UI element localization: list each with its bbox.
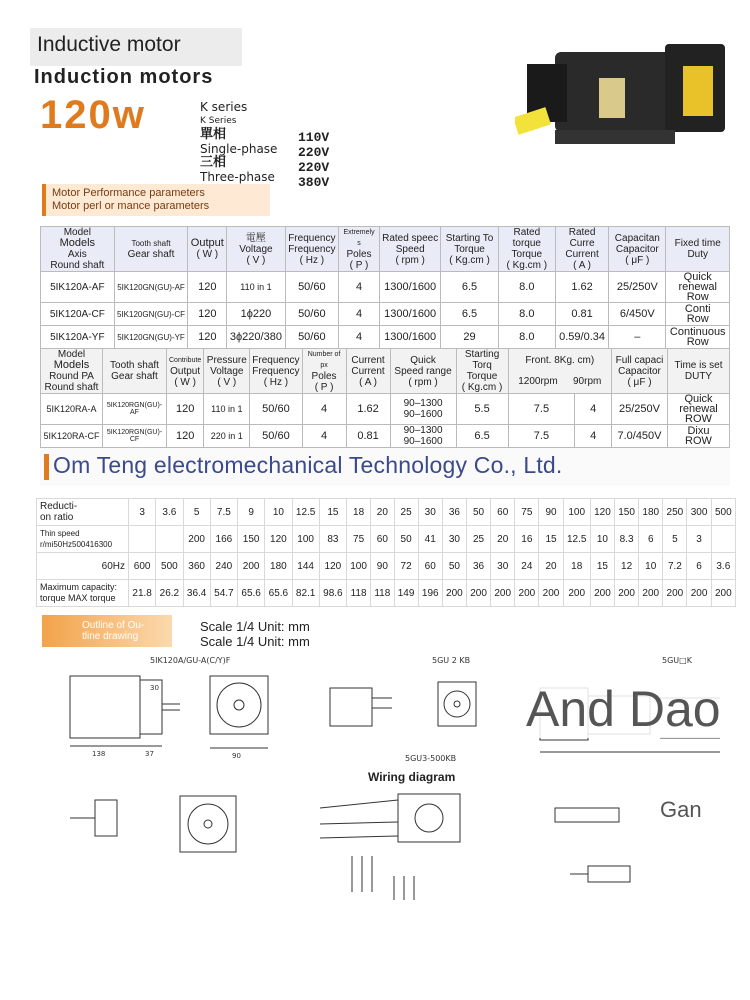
ratio-cell: 98.6 (319, 580, 346, 607)
ratio-cell: 200 (687, 580, 711, 607)
ratio-cell: 360 (183, 553, 210, 580)
ratio-cell: 200 (639, 580, 663, 607)
ratio-cell: 75 (515, 499, 539, 526)
ratio-row: Reducti- on ratio 3 3.6 5 7.5 9 10 12.5 15 18 20 25 30 36 50 60 75 90 100 120 150 180 250 300 500 (37, 499, 736, 526)
power-rating: 120w (40, 93, 146, 137)
table-header-row (41, 227, 730, 272)
ratio-cell: 6 (639, 526, 663, 553)
ratio-cell (129, 526, 156, 553)
voltage-item: 110V (298, 130, 330, 145)
ratio-cell: 25 (466, 526, 490, 553)
header-axis-label: Axis (67, 249, 87, 260)
ratio-cell: 65.6 (265, 580, 292, 607)
header-voltage: 電壓 Voltage ( V ) (227, 227, 285, 272)
ratio-cell: 30 (491, 553, 515, 580)
single-phase-label: Single-phase (200, 142, 278, 156)
ratio-cell: 12.5 (563, 526, 590, 553)
ratio-cell: 166 (210, 526, 237, 553)
ratio-cell: 7.2 (663, 553, 687, 580)
ratio-cell: 149 (394, 580, 418, 607)
ratio-cell: 500 (711, 499, 735, 526)
speed-control-table (40, 348, 730, 448)
header-capacitor: Full capaci Capacitor ( μF ) (612, 349, 668, 394)
ratio-cell: 65.6 (238, 580, 265, 607)
header-gear: Tooth shaft Gear shaft (103, 349, 167, 394)
header-torque-rpm: Front. 8Kg. cm) 1200rpm 90rpm (508, 349, 611, 394)
ratio-cell: 26.2 (156, 580, 183, 607)
ratio-cell: 120 (319, 553, 346, 580)
ratio-cell: 5 (663, 526, 687, 553)
header-start-torque: Starting To Torque ( Kg.cm ) (441, 227, 498, 272)
ratio-cell: 30 (418, 499, 442, 526)
dim-label: 37 (145, 750, 154, 758)
ratio-cell: 18 (347, 499, 371, 526)
ratio-cell: 18 (563, 553, 590, 580)
ratio-cell: 60 (491, 499, 515, 526)
overlay-text: And Dao (520, 680, 727, 738)
voltage-item: 220V (298, 145, 330, 160)
ratio-cell: 180 (639, 499, 663, 526)
ratio-cell: 15 (319, 499, 346, 526)
ratio-cell: 200 (590, 580, 614, 607)
ratio-cell: 10 (265, 499, 292, 526)
header-torque: Starting Torq Torque ( Kg.cm ) (456, 349, 508, 394)
header-current: Current Current ( A ) (346, 349, 390, 394)
ratio-cell: 20 (539, 553, 563, 580)
ratio-cell: 150 (238, 526, 265, 553)
table-row: 5IK120A-YF 5IK120GN(GU)-YF 120 3ϕ220/380 50/60 4 1300/1600 29 8.0 0.59/0.34 – Continuous Row (41, 326, 730, 349)
ratio-cell: 25 (394, 499, 418, 526)
three-phase-cjk: 三相 (200, 155, 227, 170)
ratio-cell: 75 (347, 526, 371, 553)
ratio-cell: 60 (371, 526, 394, 553)
ratio-cell: 118 (371, 580, 394, 607)
header-gear-shaft: Gear shaft (127, 249, 175, 260)
single-phase-cjk: 單相 (200, 127, 227, 142)
ratio-cell: 36 (466, 553, 490, 580)
ratio-cell: 90 (371, 553, 394, 580)
outline-label: Outline of Ou- tline drawing (42, 615, 172, 647)
speed-60hz-row: 60Hz 600 500 360 240 200 180 144 120 100 90 72 60 50 36 30 24 20 18 15 12 10 7.2 6 3.6 (37, 553, 736, 580)
series-block (200, 100, 277, 184)
header-tooth-shaft: Tooth shaft (131, 239, 171, 248)
ratio-cell: 30 (442, 526, 466, 553)
ratio-cell: 20 (491, 526, 515, 553)
performance-line-1: Motor Performance parameters (52, 187, 205, 199)
dim-label: 90 (232, 752, 241, 760)
ratio-cell (156, 526, 183, 553)
ratio-cell: 20 (371, 499, 394, 526)
ratio-cell: 50 (442, 553, 466, 580)
ratio-cell: 100 (563, 499, 590, 526)
header-axis (41, 227, 115, 272)
company-banner (40, 448, 730, 486)
ratio-cell: 200 (663, 580, 687, 607)
ratio-cell: 240 (210, 553, 237, 580)
wiring-title: Wiring diagram (368, 770, 456, 784)
ratio-cell: 7.5 (210, 499, 237, 526)
ratio-cell: 144 (292, 553, 319, 580)
dim-label: 138 (92, 750, 106, 758)
header-rated-torque: Rated torque Torque ( Kg.cm ) (498, 227, 555, 272)
ratio-cell: 12.5 (292, 499, 319, 526)
ratio-table (36, 498, 736, 607)
ratio-cell: 3 (687, 526, 711, 553)
ratio-cell: 100 (347, 553, 371, 580)
drawing-label-3: 5GU□K (662, 656, 692, 665)
ratio-cell: 15 (590, 553, 614, 580)
ratio-cell: 15 (539, 526, 563, 553)
ratio-cell: 196 (418, 580, 442, 607)
ratio-cell: 300 (687, 499, 711, 526)
ratio-cell: 120 (590, 499, 614, 526)
ratio-cell: 10 (639, 553, 663, 580)
ratio-cell: 36.4 (183, 580, 210, 607)
company-name: Om Teng electromechanical Technology Co., Ltd. (53, 452, 563, 478)
voltage-item: 380V (298, 175, 330, 190)
ratio-cell: 5 (183, 499, 210, 526)
performance-label (42, 184, 270, 216)
ratio-cell: 6 (687, 553, 711, 580)
table-header-row (41, 349, 730, 394)
ratio-cell: 72 (394, 553, 418, 580)
ratio-cell: 50 (394, 526, 418, 553)
drawing-label-1: 5IK120A/GU-A(C/Y)F (150, 656, 231, 665)
header-voltage: Pressure Voltage ( V ) (204, 349, 250, 394)
page-subtitle: Induction motors (34, 66, 214, 88)
ratio-cell (711, 526, 735, 553)
ratio-cell: 500 (156, 553, 183, 580)
ratio-cell: 200 (491, 580, 515, 607)
drawing-label-2: 5GU 2 KB (432, 656, 471, 665)
header-poles: Number of px Poles ( P ) (302, 349, 346, 394)
ratio-cell: 3.6 (711, 553, 735, 580)
header-round: Model Models Round PA Round shaft (41, 349, 103, 394)
drawing-label-4: 5GU3-500KB (405, 754, 457, 763)
table-row: 5IK120RA-A 5IK120RGN(GU)-AF 120 110 in 1 50/60 4 1.62 90–1300 90–1600 5.5 7.5 4 25/250V Quick renewal ROW (41, 394, 730, 425)
voltage-item: 220V (298, 160, 330, 175)
header-model: Model (63, 227, 91, 238)
ratio-cell: 10 (590, 526, 614, 553)
header-current: Rated Curre Current ( A ) (555, 227, 608, 272)
ratio-cell: 180 (265, 553, 292, 580)
motor-photo (515, 30, 730, 175)
header-speed-range: Quick Speed range ( rpm ) (390, 349, 456, 394)
ratio-cell: 8.3 (615, 526, 639, 553)
series-small-label: K Series (200, 116, 237, 126)
table-row: 5IK120RA-CF 5IK120RGN(GU)-CF 120 220 in 1 50/60 4 0.81 90–1300 90–1600 6.5 7.5 4 7.0/450V Dixu ROW (41, 425, 730, 448)
page-title: Inductive motor (30, 28, 242, 66)
header-frequency: Frequency Frequency ( Hz ) (250, 349, 302, 394)
header-round-shaft: Round shaft (50, 260, 105, 271)
three-phase-label: Three-phase (200, 170, 275, 184)
performance-table (40, 226, 730, 349)
ratio-cell: 12 (615, 553, 639, 580)
ratio-cell: 200 (183, 526, 210, 553)
ratio-cell: 50 (466, 499, 490, 526)
ratio-cell: 200 (442, 580, 466, 607)
ratio-cell: 16 (515, 526, 539, 553)
table-row: 5IK120A-AF 5IK120GN(GU)-AF 120 110 in 1 50/60 4 1300/1600 6.5 8.0 1.62 25/250V Quick renewal Row (41, 272, 730, 303)
header-duty: Time is set DUTY (668, 349, 730, 394)
ratio-cell: 3.6 (156, 499, 183, 526)
header-poles: Extremely s Poles ( P ) (339, 227, 380, 272)
ratio-cell: 3 (129, 499, 156, 526)
ratio-cell: 118 (347, 580, 371, 607)
ratio-cell: 120 (265, 526, 292, 553)
header-output: Contribute Output ( W ) (167, 349, 204, 394)
ratio-cell: 90 (539, 499, 563, 526)
header-speed: Rated speec Speed ( rpm ) (379, 227, 440, 272)
ratio-cell: 600 (129, 553, 156, 580)
speed-50hz-row: Thin speed r/mi50Hz500416300 200 166 150 120 100 83 75 60 50 41 30 25 20 16 15 12.5 10 8.3 6 5 3 (37, 526, 736, 553)
torque-row: Maximum capacity: torque MAX torque 21.8 26.2 36.4 54.7 65.6 65.6 82.1 98.6 118 118 149 196 200 200 200 200 200 200 200 200 200 200 200 200 (37, 580, 736, 607)
header-duty: Fixed time Duty (666, 227, 730, 272)
ratio-cell: 83 (319, 526, 346, 553)
performance-line-2: Motor perl or mance parameters (52, 200, 210, 212)
series-label: K series (200, 100, 248, 114)
ratio-cell: 200 (563, 580, 590, 607)
ratio-cell: 24 (515, 553, 539, 580)
ratio-cell: 200 (466, 580, 490, 607)
voltage-list (298, 130, 329, 190)
ratio-cell: 150 (615, 499, 639, 526)
dim-label: 30 (150, 684, 159, 692)
ratio-cell: 36 (442, 499, 466, 526)
ratio-cell: 200 (238, 553, 265, 580)
ratio-cell: 54.7 (210, 580, 237, 607)
ratio-cell: 21.8 (129, 580, 156, 607)
header-frequency: Frequency Frequency ( Hz ) (285, 227, 338, 272)
header-models: Models (59, 237, 96, 249)
ratio-cell: 100 (292, 526, 319, 553)
ratio-cell: 250 (663, 499, 687, 526)
scale-note: Scale 1/4 Unit: mm Scale 1/4 Unit: mm (200, 619, 310, 649)
table-row: 5IK120A-CF 5IK120GN(GU)-CF 120 1ϕ220 50/60 4 1300/1600 6.5 8.0 0.81 6/450V Conti Row (41, 303, 730, 326)
overlay-text-small: Gan (660, 797, 702, 822)
ratio-cell: 82.1 (292, 580, 319, 607)
banner-accent (44, 454, 49, 480)
header-output: Output ( W ) (188, 227, 227, 272)
ratio-cell: 200 (515, 580, 539, 607)
header-capacitor: Capacitan Capacitor ( μF ) (609, 227, 666, 272)
ratio-cell: 200 (539, 580, 563, 607)
header-gear (114, 227, 188, 272)
ratio-cell: 9 (238, 499, 265, 526)
ratio-cell: 60 (418, 553, 442, 580)
ratio-cell: 41 (418, 526, 442, 553)
ratio-cell: 200 (615, 580, 639, 607)
ratio-cell: 200 (711, 580, 735, 607)
